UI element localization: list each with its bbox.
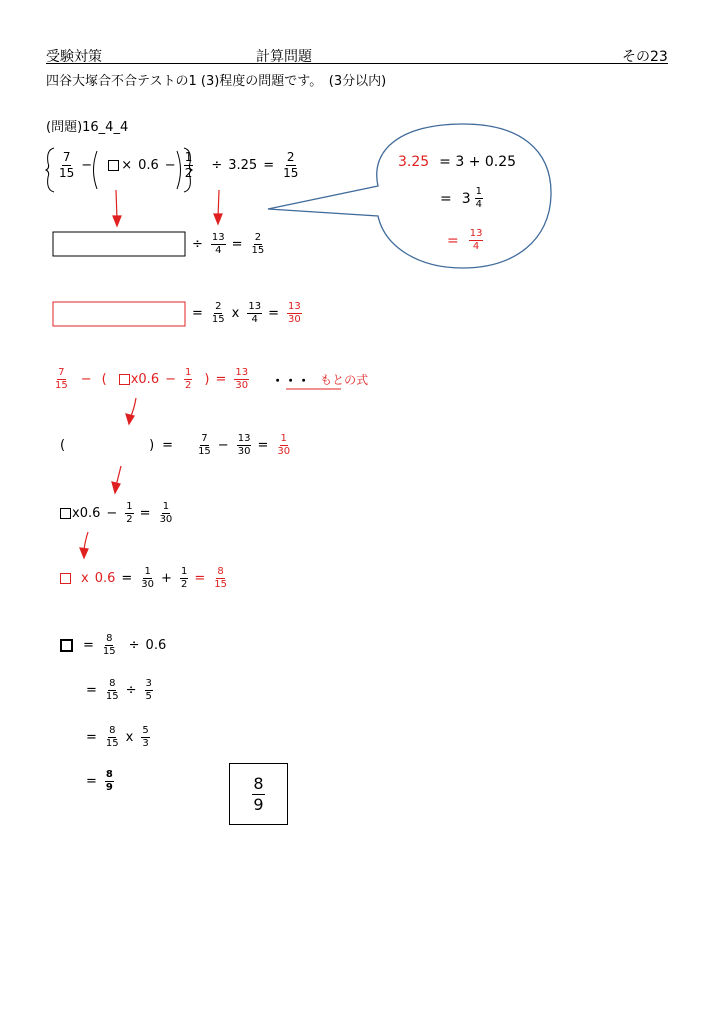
bubble-red-value: 3.25	[398, 154, 430, 170]
brace-open-shape	[46, 148, 54, 192]
step-2-result: $\frac{13}{30}$	[287, 301, 301, 325]
step-2-fraction-2: $\frac{13}{4}$	[248, 301, 262, 325]
bubble-fraction-1: $\frac{1}{4}$	[475, 186, 483, 210]
bubble-line-1-rest: = 3 + 0.25	[439, 154, 517, 170]
arrow-4-head	[112, 482, 120, 493]
original-expression-note: もとの式	[320, 373, 369, 387]
step-5: x0.6 − $\frac{1}{2}$ = $\frac{1}{30}$	[60, 501, 179, 526]
step-4-fraction-1: $\frac{7}{15}$	[198, 433, 211, 457]
problem-decimal: 0.6	[138, 158, 159, 173]
speech-bubble-shape	[268, 124, 551, 268]
step-7-blank-square	[60, 639, 73, 652]
step-3-result: $\frac{13}{30}$	[235, 367, 249, 391]
step-4-fraction-2: $\frac{13}{30}$	[237, 433, 251, 457]
step-1-fraction-1: $\frac{13}{4}$	[211, 232, 225, 256]
step-4: ( ) = $\frac{7}{15}$ − $\frac{13}{30}$ = $\frac{1}{30}$	[60, 433, 291, 457]
step-8-fraction-2: $\frac{3}{5}$	[145, 678, 152, 702]
blank-box-2	[53, 302, 185, 326]
problem-fraction-2: $\frac{1}{2}$	[184, 150, 193, 180]
step-9-fraction-1: $\frac{8}{15}$	[105, 725, 119, 749]
step-7: = $\frac{8}{15}$ ÷ 0.6	[60, 633, 172, 658]
step-3-blank-square	[119, 374, 130, 385]
header-center: 計算問題	[256, 49, 312, 65]
step-6-blank-square	[60, 573, 71, 584]
step-9: = $\frac{8}{15}$ x $\frac{5}{3}$	[86, 725, 149, 749]
blank-square	[108, 160, 119, 171]
problem-times: ×	[121, 158, 133, 173]
arrow-1-head	[113, 216, 121, 226]
problem-fraction-1: $\frac{7}{15}$	[59, 150, 75, 180]
answer-fraction: $\frac{8}{9}$	[253, 773, 264, 814]
header-right: その23	[622, 49, 668, 65]
step-6-result: $\frac{8}{15}$	[214, 566, 227, 590]
problem-equals: =	[263, 158, 275, 173]
step-5-fraction-2: $\frac{1}{30}$	[159, 501, 173, 525]
bubble-line-2: = 3 $\frac{1}{4}$	[440, 186, 483, 210]
step-2-fraction-1: $\frac{2}{15}$	[211, 301, 225, 325]
problem-divide: ÷	[211, 158, 223, 173]
step-2: = $\frac{2}{15}$ x $\frac{13}{4}$ = $\frac{13}{30}$	[192, 301, 301, 325]
arrow-2-head	[214, 214, 222, 224]
step-5-blank-square	[60, 508, 71, 519]
step-6-fraction-1: $\frac{1}{30}$	[141, 566, 155, 590]
step-7-fraction: $\frac{8}{15}$	[102, 633, 116, 657]
arrow-5-head	[80, 548, 88, 558]
step-5-fraction-1: $\frac{1}{2}$	[126, 501, 133, 525]
step-3: $\frac{7}{15}$ − ( x0.6 − $\frac{1}{2}$ ) = $\frac{13}{30}$ ・・・ もとの式	[55, 367, 369, 391]
step-8: = $\frac{8}{15}$ ÷ $\frac{3}{5}$	[86, 678, 152, 702]
step-6-fraction-2: $\frac{1}{2}$	[180, 566, 188, 590]
blank-box-1	[53, 232, 185, 256]
step-6: x 0.6 = $\frac{1}{30}$ + $\frac{1}{2}$ = $\frac{8}{15}$	[60, 566, 234, 591]
bubble-line-1	[398, 154, 516, 170]
bubble-line-3: = $\frac{13}{4}$	[447, 228, 483, 252]
step-1: ÷ $\frac{13}{4}$ = $\frac{2}{15}$	[192, 232, 265, 256]
step-3-fraction-1: $\frac{7}{15}$	[55, 367, 68, 391]
step-8-fraction-1: $\frac{8}{15}$	[105, 678, 119, 702]
problem-blank	[108, 158, 119, 173]
problem-label: (問題)16_4_4	[46, 120, 129, 135]
step-10: = $\frac{8}{9}$	[86, 769, 113, 793]
step-9-fraction-2: $\frac{5}{3}$	[142, 725, 149, 749]
bubble-fraction-2: $\frac{13}{4}$	[469, 228, 483, 252]
step-3-fraction-2: $\frac{1}{2}$	[185, 367, 192, 391]
problem-minus: −	[81, 158, 93, 173]
subtitle: 四谷大塚合不合テストの1 (3)程度の問題です。 (3分以内)	[46, 74, 387, 89]
arrow-3-head	[126, 414, 134, 424]
step-10-fraction: $\frac{8}{9}$	[105, 769, 113, 793]
problem-minus-2: −	[164, 158, 176, 173]
problem-expression	[56, 150, 305, 181]
problem-rhs-fraction: $\frac{2}{15}$	[283, 150, 299, 180]
answer-box	[229, 763, 288, 825]
problem-divisor: 3.25	[228, 158, 258, 173]
step-1-fraction-2: $\frac{2}{15}$	[251, 232, 265, 256]
header-left: 受験対策	[46, 49, 102, 65]
step-4-result: $\frac{1}{30}$	[277, 433, 291, 457]
